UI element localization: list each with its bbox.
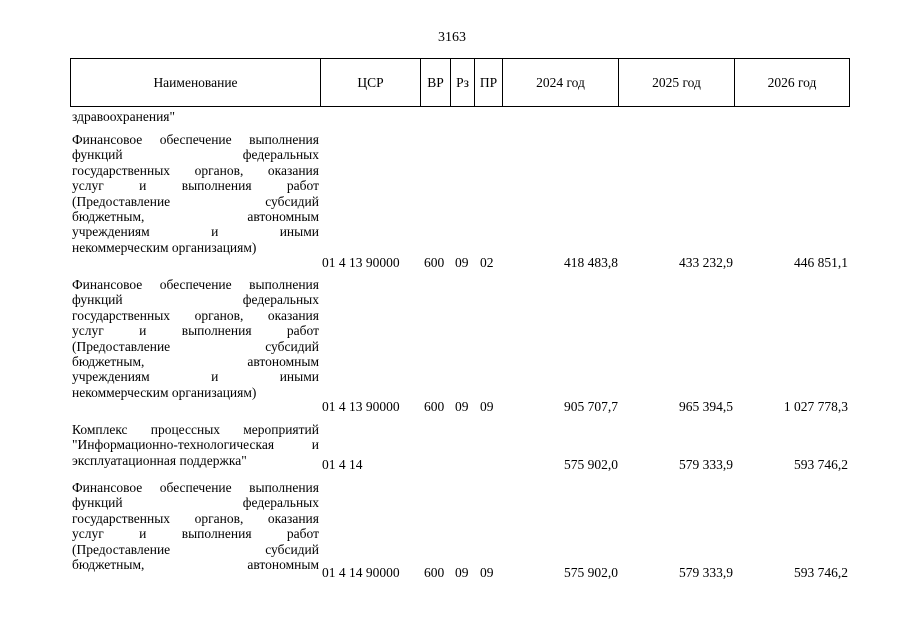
name-line: услуг и выполнения работ [72, 526, 319, 542]
row-csr: 01 4 14 90000 [322, 565, 400, 580]
row-value-2026: 1 027 778,3 [783, 399, 848, 414]
name-line: государственных органов, оказания [72, 307, 319, 323]
row-value-2025: 433 232,9 [679, 255, 733, 270]
header-2024: 2024 год [503, 59, 619, 106]
row-value-2024: 575 902,0 [564, 565, 618, 580]
name-line: (Предоставление субсидий [72, 338, 319, 354]
row-pr: 02 [480, 255, 494, 270]
row-vr: 600 [424, 565, 445, 580]
header-2025: 2025 год [619, 59, 735, 106]
row-value-2025: 579 333,9 [679, 457, 733, 472]
row-vr: 600 [424, 255, 445, 270]
name-line: Комплекс процессных мероприятий [72, 422, 319, 437]
name-line: функций федеральных [72, 147, 319, 163]
row-vr: 600 [424, 399, 445, 414]
row-pr: 09 [480, 399, 494, 414]
table-header [70, 58, 850, 107]
name-line: некоммерческим организациям) [72, 239, 257, 255]
row-value-2025: 579 333,9 [679, 565, 733, 580]
name-line: Финансовое обеспечение выполнения [72, 277, 319, 292]
header-pr: ПР [475, 59, 503, 106]
row-pr: 09 [480, 565, 494, 580]
name-line: (Предоставление субсидий [72, 541, 319, 557]
row-value-2026: 593 746,2 [794, 457, 848, 472]
name-line: эксплуатационная поддержка" [72, 452, 247, 468]
row-value-2024: 575 902,0 [564, 457, 618, 472]
name-line: бюджетным, автономным [72, 208, 319, 224]
name-line: бюджетным, автономным [72, 353, 319, 369]
name-line: учреждениям и иными [72, 224, 319, 240]
name-line: "Информационно-технологическая и [72, 437, 319, 453]
page-number: 3163 [438, 30, 466, 45]
header-2026: 2026 год [767, 74, 817, 90]
row-rz: 09 [455, 565, 469, 580]
row-value-2026: 446 851,1 [794, 255, 848, 270]
header-csr: ЦСР [321, 59, 421, 106]
row-rz: 09 [455, 399, 469, 414]
table-row-name [72, 422, 319, 468]
name-line: государственных органов, оказания [72, 510, 319, 526]
row-csr: 01 4 13 90000 [322, 399, 400, 414]
row-value-2025: 965 394,5 [679, 399, 733, 414]
row-value-2024: 905 707,7 [564, 399, 618, 414]
name-line: Финансовое обеспечение выполнения [72, 132, 319, 147]
name-line: государственных органов, оказания [72, 162, 319, 178]
row-value-2026: 593 746,2 [794, 565, 848, 580]
row-value-2024: 418 483,8 [564, 255, 618, 270]
table-row-name [72, 480, 319, 572]
header-name: Наименование [71, 59, 321, 106]
name-line: (Предоставление субсидий [72, 193, 319, 209]
table-row-name [72, 132, 319, 255]
row-csr: 01 4 14 [322, 457, 363, 472]
name-line: услуг и выполнения работ [72, 323, 319, 339]
row-rz: 09 [455, 255, 469, 270]
header-rz: Рз [451, 59, 475, 106]
name-line: услуг и выполнения работ [72, 178, 319, 194]
row-csr: 01 4 13 90000 [322, 255, 400, 270]
name-line: функций федеральных [72, 495, 319, 511]
name-line: функций федеральных [72, 292, 319, 308]
name-line: бюджетным, автономным [72, 556, 319, 572]
name-line: некоммерческим организациям) [72, 384, 257, 400]
name-line: учреждениям и иными [72, 369, 319, 385]
name-line: Финансовое обеспечение выполнения [72, 480, 319, 495]
continuation-text: здравоохранения" [72, 109, 176, 124]
header-vr: ВР [421, 59, 451, 106]
table-row-name [72, 277, 319, 400]
